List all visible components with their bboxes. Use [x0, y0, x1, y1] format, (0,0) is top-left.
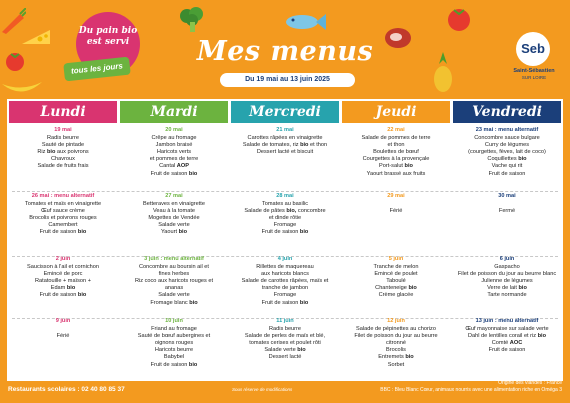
menu-item: aux haricots blancs [261, 271, 309, 278]
menu-date: 27 mai [165, 193, 183, 199]
menu-item: Salade de perles de maïs et blé, [244, 333, 326, 340]
menu-item: Julienne de légumes [481, 278, 533, 285]
menu-item: Yaourt brassé aux fruits [366, 170, 426, 177]
menu-item: Salade verte bio [264, 347, 306, 354]
menu-item: Gaspacho [494, 264, 520, 271]
badge-line2: est servi [86, 37, 130, 47]
bio-bread-ribbon: tous les jours [63, 57, 131, 82]
menu-item: citronné [386, 340, 406, 347]
logo-name: Saint-Sébastien [513, 68, 555, 74]
menu-item: Filet de poisson du jour au beurre [354, 333, 438, 340]
menu-date: 6 juin [499, 256, 515, 262]
menu-item: Salade de carottes râpées, maïs et [241, 278, 329, 285]
menu-item: Chanteneige bio [375, 285, 417, 292]
menu-item: fines herbes [158, 271, 190, 278]
menu-item: Concombre sauce bulgare [474, 135, 540, 142]
menu-item: Curry de légumes [484, 142, 530, 149]
menu-date: 5 juin [388, 256, 404, 262]
bbc-note: BBC : Bleu Blanc Cœur, animaux nourris avec une alimentation riche en Oméga 3 [380, 387, 562, 393]
menu-item: Betteraves en vinaigrette [143, 201, 205, 208]
menu-item: Sorbet [387, 361, 405, 368]
menu-date: 10 juin [165, 318, 183, 324]
page-title: Mes menus [196, 36, 374, 67]
menu-item: Fruit de saison bio [150, 170, 198, 177]
menu-item: Salade de pépinettes au chorizo [356, 326, 436, 333]
disclaimer: Sous réserve de modifications [232, 387, 293, 392]
menu-item: Dessert lacté et biscuit [256, 149, 314, 156]
menu-cell [453, 256, 561, 316]
menu-item: Vache qui rit [491, 163, 523, 170]
menu-cell [120, 256, 228, 316]
menu-item: Filet de poisson du jour au beurre blanc [457, 271, 557, 278]
menu-item: Boulettes de bœuf [373, 149, 419, 156]
menu-item: Salade verte [158, 222, 190, 229]
menu-cell [231, 193, 339, 254]
menu-item: Crème glacée [378, 292, 414, 299]
menu-item: Fruit de saison [488, 170, 526, 177]
menu-item: Rillettes de maquereau [256, 264, 314, 271]
menu-item: Yaourt bio [160, 229, 187, 236]
menu-item: Camembert [48, 222, 78, 229]
menu-cell [453, 127, 561, 189]
menu-item: Saucisson à l'ail et cornichon [27, 264, 99, 271]
menu-item: tomates cerises et poulet rôti [249, 340, 321, 347]
menu-item: et pommes de terre [149, 156, 199, 163]
menu-item: Taboulé [386, 278, 406, 285]
day-header-vendredi: Vendredi [453, 101, 561, 123]
menu-item: Fruit de saison bio [39, 229, 87, 236]
menu-item: Babybel [163, 354, 185, 361]
menu-cell [9, 318, 117, 380]
menu-cell [120, 127, 228, 189]
menu-date: 19 mai [54, 127, 72, 133]
menu-item: Œuf sauce crème [41, 208, 85, 215]
menu-item: Radis beurre [46, 135, 80, 142]
menu-item: Jambon braisé [155, 142, 193, 149]
menu-item: Fruit de saison [488, 347, 526, 354]
menu-date: 22 mai [387, 127, 405, 133]
menu-item: Edam bio [50, 285, 76, 292]
menu-cell [453, 318, 561, 380]
menu-item: Haricots verts [156, 149, 192, 156]
menu-item: Coquillettes bio [487, 156, 527, 163]
phone-info: Restaurants scolaires : 02 40 80 85 37 [8, 386, 125, 393]
origin-info [380, 380, 562, 394]
menu-cell [9, 127, 117, 189]
day-header-lundi: Lundi [9, 101, 117, 123]
menu-item: Tomates au basilic [261, 201, 308, 208]
menu-cell [120, 193, 228, 254]
menu-item: Riz bio aux poivrons [37, 149, 89, 156]
menu-item: Radis beurre [268, 326, 302, 333]
menu-cell [342, 256, 450, 316]
menu-item: Tomates et maïs en vinaigrette [24, 201, 102, 208]
menu-date: 12 juin [387, 318, 405, 324]
menu-item: Haricots beurre [154, 347, 194, 354]
menu-item: Veau à la tomate [153, 208, 195, 215]
tomato-icon [446, 6, 472, 32]
menu-item: et thon [387, 142, 405, 149]
menu-date: 28 mai [276, 193, 294, 199]
menu-item: Fromage [273, 222, 297, 229]
menu-date: 29 mai [387, 193, 405, 199]
meat-origin: Origine des viandes : France [498, 380, 562, 386]
menu-item: Sauté de bœuf aubergines et [137, 333, 211, 340]
header [0, 0, 570, 95]
menu-date: 11 juin [276, 318, 294, 324]
menu-cell [231, 127, 339, 189]
menu-item: Salade de tomates, riz bio et thon [242, 142, 328, 149]
logo-mark: Seb [516, 32, 550, 66]
menu-cell [342, 318, 450, 380]
menu-item: et dinde rôtie [268, 215, 302, 222]
menu-cell [231, 318, 339, 380]
menu-date: 9 juin [55, 318, 71, 324]
menu-item: Férié [389, 208, 403, 215]
menu-date: 20 mai [165, 127, 183, 133]
menu-item: Chavroux [51, 156, 75, 163]
menu-item: Entremets bio [378, 354, 414, 361]
menu-item: Ratatouille + maïson + [35, 278, 91, 285]
menu-item: Fruit de saison bio [39, 292, 87, 299]
menu-item: Férié [56, 333, 70, 340]
menu-item: Emincé de porc [43, 271, 83, 278]
menu-date: 13 juin : menu alternatif [475, 318, 539, 324]
logo-sub: SUR LOIRE [521, 75, 547, 80]
menu-item: Salade de fruits frais [37, 163, 89, 170]
menu-cell [342, 127, 450, 189]
day-header-jeudi: Jeudi [342, 101, 450, 123]
menu-item: Crêpe au fromage [151, 135, 197, 142]
menu-cell [453, 193, 561, 254]
menu-item: oignons rouges [154, 340, 194, 347]
menu-item: Salade verte [158, 292, 190, 299]
menu-date: 23 mai : menu alternatif [475, 127, 539, 133]
menu-item: Courgettes à la provençale [362, 156, 430, 163]
menu-item: Brocolis [386, 347, 406, 354]
menu-item: Emincé de poulet [374, 271, 418, 278]
menu-date: 21 mai [276, 127, 294, 133]
menu-item: Fromage blanc bio [150, 299, 198, 306]
menu-item: Œuf mayonnaise sur salade verte [465, 326, 549, 333]
date-range: Du 19 mai au 13 juin 2025 [220, 73, 355, 87]
menu-item: Verre de lait bio [487, 285, 527, 292]
menu-date: 3 juin : menu alternatif [144, 256, 204, 262]
banana-icon [0, 78, 44, 98]
day-header-mercredi: Mercredi [231, 101, 339, 123]
menu-cell [9, 193, 117, 254]
menu-item: Concombre au boursin ail et [139, 264, 209, 271]
menu-item: Brocolis et poivrons rouges [29, 215, 97, 222]
badge-line1: Du pain bio [78, 26, 138, 36]
menu-item: Salade de pâtes bio, concombre [244, 208, 326, 215]
menu-item: Port-salut bio [379, 163, 413, 170]
broccoli-icon [178, 6, 206, 34]
menu-date: 2 juin [55, 256, 71, 262]
menu-cell [120, 318, 228, 380]
fish-icon [284, 12, 326, 32]
menu-item: Riz coco aux haricots rouges et [134, 278, 214, 285]
menu-cell [9, 256, 117, 316]
menu-item: Fromage [273, 292, 297, 299]
menu-item: Tranche de melon [373, 264, 419, 271]
city-logo [506, 32, 562, 92]
day-header-mardi: Mardi [120, 101, 228, 123]
menu-date: 4 juin [277, 256, 293, 262]
menu-item: Friand au fromage [151, 326, 197, 333]
menu-item: Fruit de saison bio [150, 361, 198, 368]
row-separator [12, 191, 558, 192]
menu-item: Fruit de saison bio [261, 229, 309, 236]
menu-cell [231, 256, 339, 316]
menu-date: 30 mai [498, 193, 516, 199]
menu-item: Dahl de lentilles corail et riz bio [467, 333, 547, 340]
menu-item: (courgettes, fèves, lait de coco) [468, 149, 546, 156]
menu-item: Cantal AOP [159, 163, 189, 170]
menu-item: Sauté de pintade [41, 142, 85, 149]
menu-item: Fermé [498, 208, 516, 215]
menu-item: ananas [164, 285, 184, 292]
menu-item: Carottes râpées en vinaigrette [247, 135, 323, 142]
menu-item: Mogettes de Vendée [148, 215, 200, 222]
menu-item: Dessert lacté [268, 354, 302, 361]
menu-item: tranche de jambon [261, 285, 309, 292]
menu-cell [342, 193, 450, 254]
menu-item: Fruit de saison bio [261, 299, 309, 306]
menu-item: Tarte normande [487, 292, 527, 299]
menu-date: 26 mai : menu alternatif [31, 193, 95, 199]
menu-item: Comté AOC [491, 340, 523, 347]
menu-item: Salade de pommes de terre [361, 135, 431, 142]
